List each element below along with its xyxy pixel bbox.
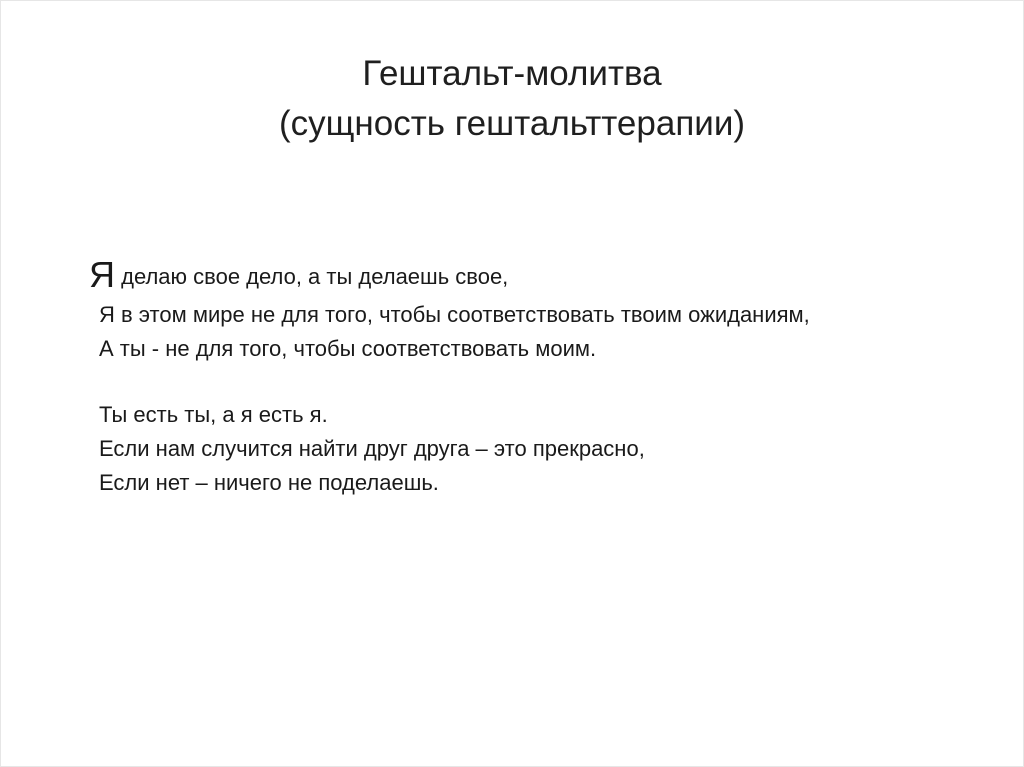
poem-line-4: Ты есть ты, а я есть я.: [99, 402, 328, 427]
slide-title: Гештальт-молитва: [362, 54, 662, 93]
poem-line-1-text: делаю свое дело, а ты делаешь свое,: [115, 264, 509, 289]
poem-line-1: [89, 254, 989, 298]
poem-line-6: Если нет – ничего не поделаешь.: [99, 470, 439, 495]
poem-line-5: Если нам случится найти друг друга – это прекрасно,: [99, 436, 645, 461]
slide-subtitle: (сущность гештальттерапии): [278, 104, 746, 143]
poem-first-letter: Я: [89, 254, 115, 295]
title-block: [1, 49, 1023, 149]
poem-line-2: Я в этом мире не для того, чтобы соответствовать твоим ожиданиям,: [99, 302, 810, 327]
stanza-gap: [89, 366, 989, 398]
poem-line-3: А ты - не для того, чтобы соответствовать моим.: [99, 336, 597, 361]
poem-body: [89, 254, 989, 500]
